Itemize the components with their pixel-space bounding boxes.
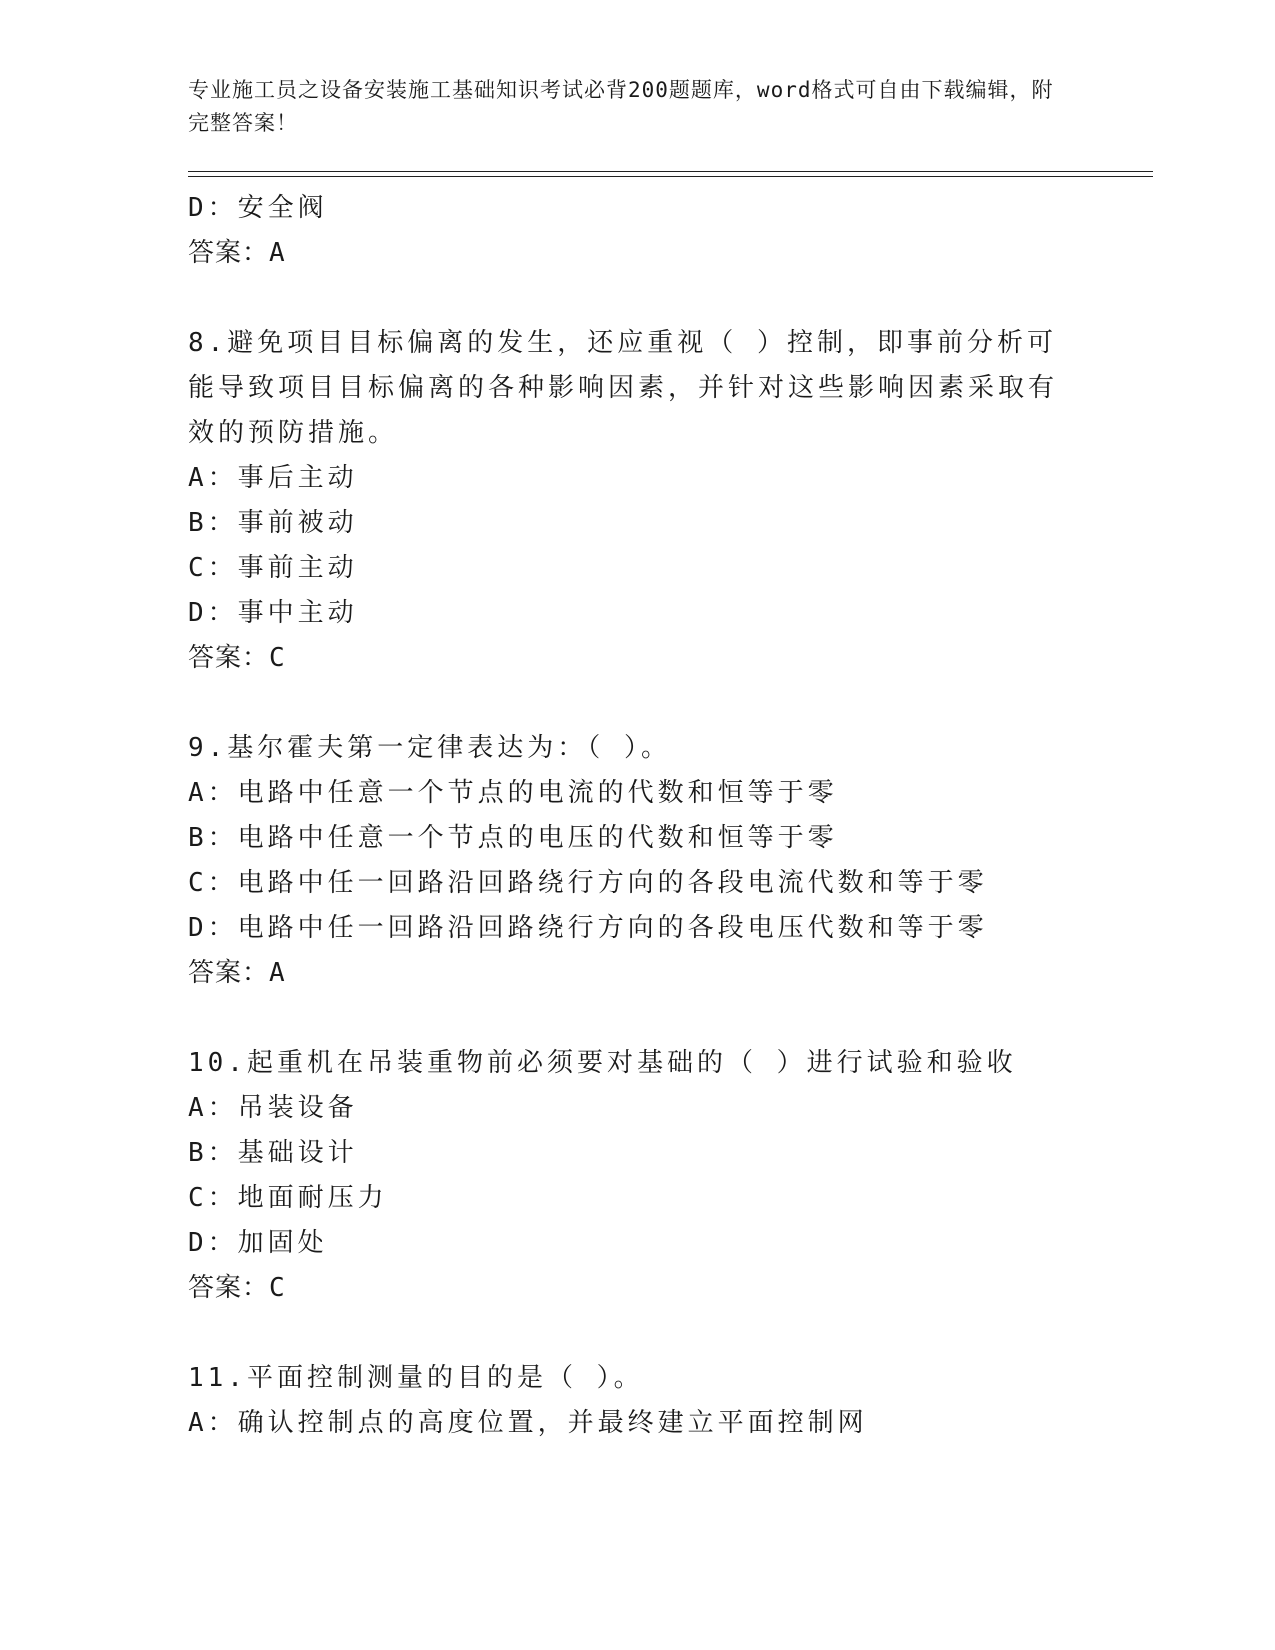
option-c: C：事前主动 [188,553,358,583]
option-a: A：事后主动 [188,463,358,493]
option-a: A：吊装设备 [188,1093,358,1123]
header-rule-bottom [188,176,1153,177]
answer-line [188,1266,1088,1311]
option-b: B：事前被动 [188,508,358,538]
answer-label: 答案： [188,643,270,673]
option-a: A：电路中任意一个节点的电流的代数和恒等于零 [188,778,838,808]
option-a: A：确认控制点的高度位置，并最终建立平面控制网 [188,1408,868,1438]
option-c: C：电路中任一回路沿回路绕行方向的各段电流代数和等于零 [188,868,988,898]
document-body [188,186,1088,1446]
answer-label: 答案： [188,958,270,988]
answer-value: C [269,1273,286,1303]
answer-line [188,231,1088,276]
option-b: B：基础设计 [188,1138,358,1168]
spacer [188,276,1088,321]
document-title: 专业施工员之设备安装施工基础知识考试必背200题题库，word格式可自由下载编辑，附完整答案！ [188,78,1054,135]
answer-line [188,636,1088,681]
question-text: 9.基尔霍夫第一定律表达为：（ ）。 [188,733,671,763]
spacer [188,996,1088,1041]
answer-line [188,951,1088,996]
question-9 [188,726,1088,996]
option-c: C：地面耐压力 [188,1183,388,1213]
answer-value: A [269,238,286,268]
option-b: B：电路中任意一个节点的电压的代数和恒等于零 [188,823,838,853]
spacer [188,681,1088,726]
question-text: 8.避免项目目标偏离的发生，还应重视（ ）控制，即事前分析可能导致项目目标偏离的各种影响因素，并针对这些影响因素采取有效的预防措施。 [188,328,1059,448]
question-text: 11.平面控制测量的目的是（ ）。 [188,1363,644,1393]
option-d: D：安全阀 [188,193,328,223]
answer-value: A [269,958,286,988]
answer-label: 答案： [188,1273,270,1303]
option-d: D：电路中任一回路沿回路绕行方向的各段电压代数和等于零 [188,913,988,943]
answer-label: 答案： [188,238,270,268]
question-11 [188,1356,1088,1446]
answer-value: C [269,643,286,673]
question-10 [188,1041,1088,1311]
option-d: D：事中主动 [188,598,358,628]
header-rule-top [188,171,1153,172]
spacer [188,1311,1088,1356]
question-8 [188,321,1088,681]
option-d: D：加固处 [188,1228,328,1258]
question-text: 10.起重机在吊装重物前必须要对基础的（ ）进行试验和验收 [188,1048,1017,1078]
document-header [188,74,1068,140]
